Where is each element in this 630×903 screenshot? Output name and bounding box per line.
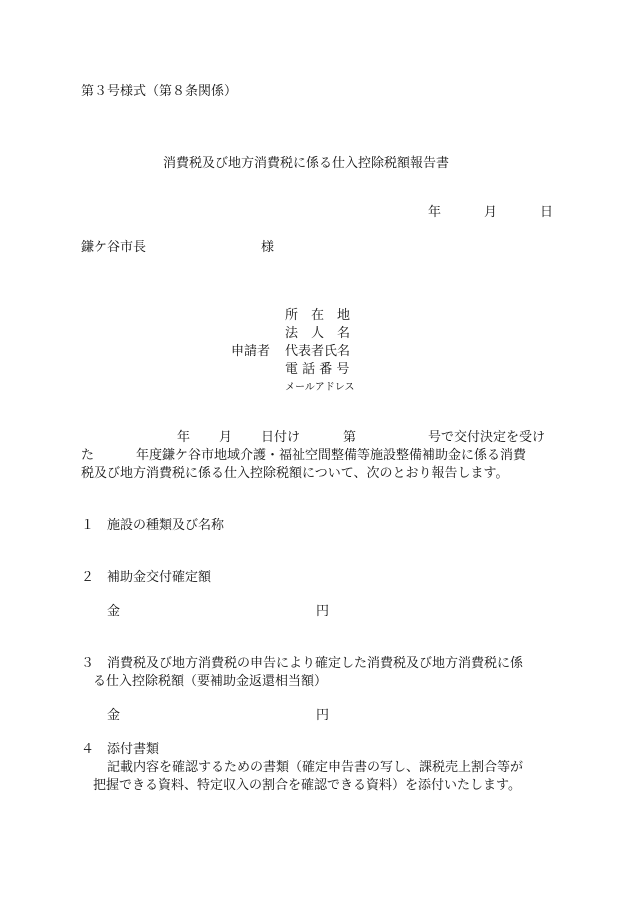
applicant-label: 申請者 [231,344,271,359]
section-3-title-line2: る仕入控除税額（要補助金返還相当額） [93,674,328,689]
section-1-title: 施設の種類及び名称 [107,518,225,533]
section-2-amount-prefix: 金 [107,604,121,619]
section-1-number: １ [81,518,95,533]
date-month-label: 月 [484,205,498,220]
applicant-field-representative: 代表者氏名 [285,344,351,359]
intro-year: 年 [177,430,191,445]
section-2-amount-suffix: 円 [316,604,330,619]
section-3-amount-prefix: 金 [107,708,121,723]
section-3-number: ３ [81,656,95,671]
applicant-field-email: メールアドレス [285,382,355,393]
intro-number-suffix: 号で交付決定を受け [428,430,546,445]
addressee-name: 鎌ケ谷市長 [81,240,147,255]
section-4-title: 添付書類 [107,742,160,757]
applicant-field-address: 所 在 地 [285,308,351,323]
intro-line2-text: 年度鎌ケ谷市地域介護・福祉空間整備等施設整備補助金に係る消費 [136,448,527,463]
form-number: 第３号様式（第８条関係） [81,84,238,99]
section-3-title-line1: 消費税及び地方消費税の申告により確定した消費税及び地方消費税に係 [107,656,524,671]
intro-line3: 税及び地方消費税に係る仕入控除税額について、次のとおり報告します。 [81,466,509,481]
section-4-number: ４ [81,742,95,757]
applicant-field-phone: 電 話 番 号 [285,362,350,377]
section-2-number: ２ [81,570,95,585]
addressee-honorific: 様 [261,240,275,255]
date-day-label: 日 [540,205,554,220]
intro-month: 月 [219,430,233,445]
section-3-amount-suffix: 円 [316,708,330,723]
intro-number-prefix: 第 [343,430,357,445]
date-year-label: 年 [428,205,442,220]
section-2-title: 補助金交付確定額 [107,570,212,585]
intro-date-suffix: 日付け [261,430,301,445]
section-4-text-line1: 記載内容を確認するための書類（確定申告書の写し、課税売上割合等が [107,760,524,775]
page-title: 消費税及び地方消費税に係る仕入控除税額報告書 [163,156,450,171]
applicant-field-company: 法 人 名 [285,326,351,341]
section-4-text-line2: 把握できる資料、特定収入の割合を確認できる資料）を添付いたします。 [93,778,521,793]
intro-line2-prefix: た [81,448,95,463]
